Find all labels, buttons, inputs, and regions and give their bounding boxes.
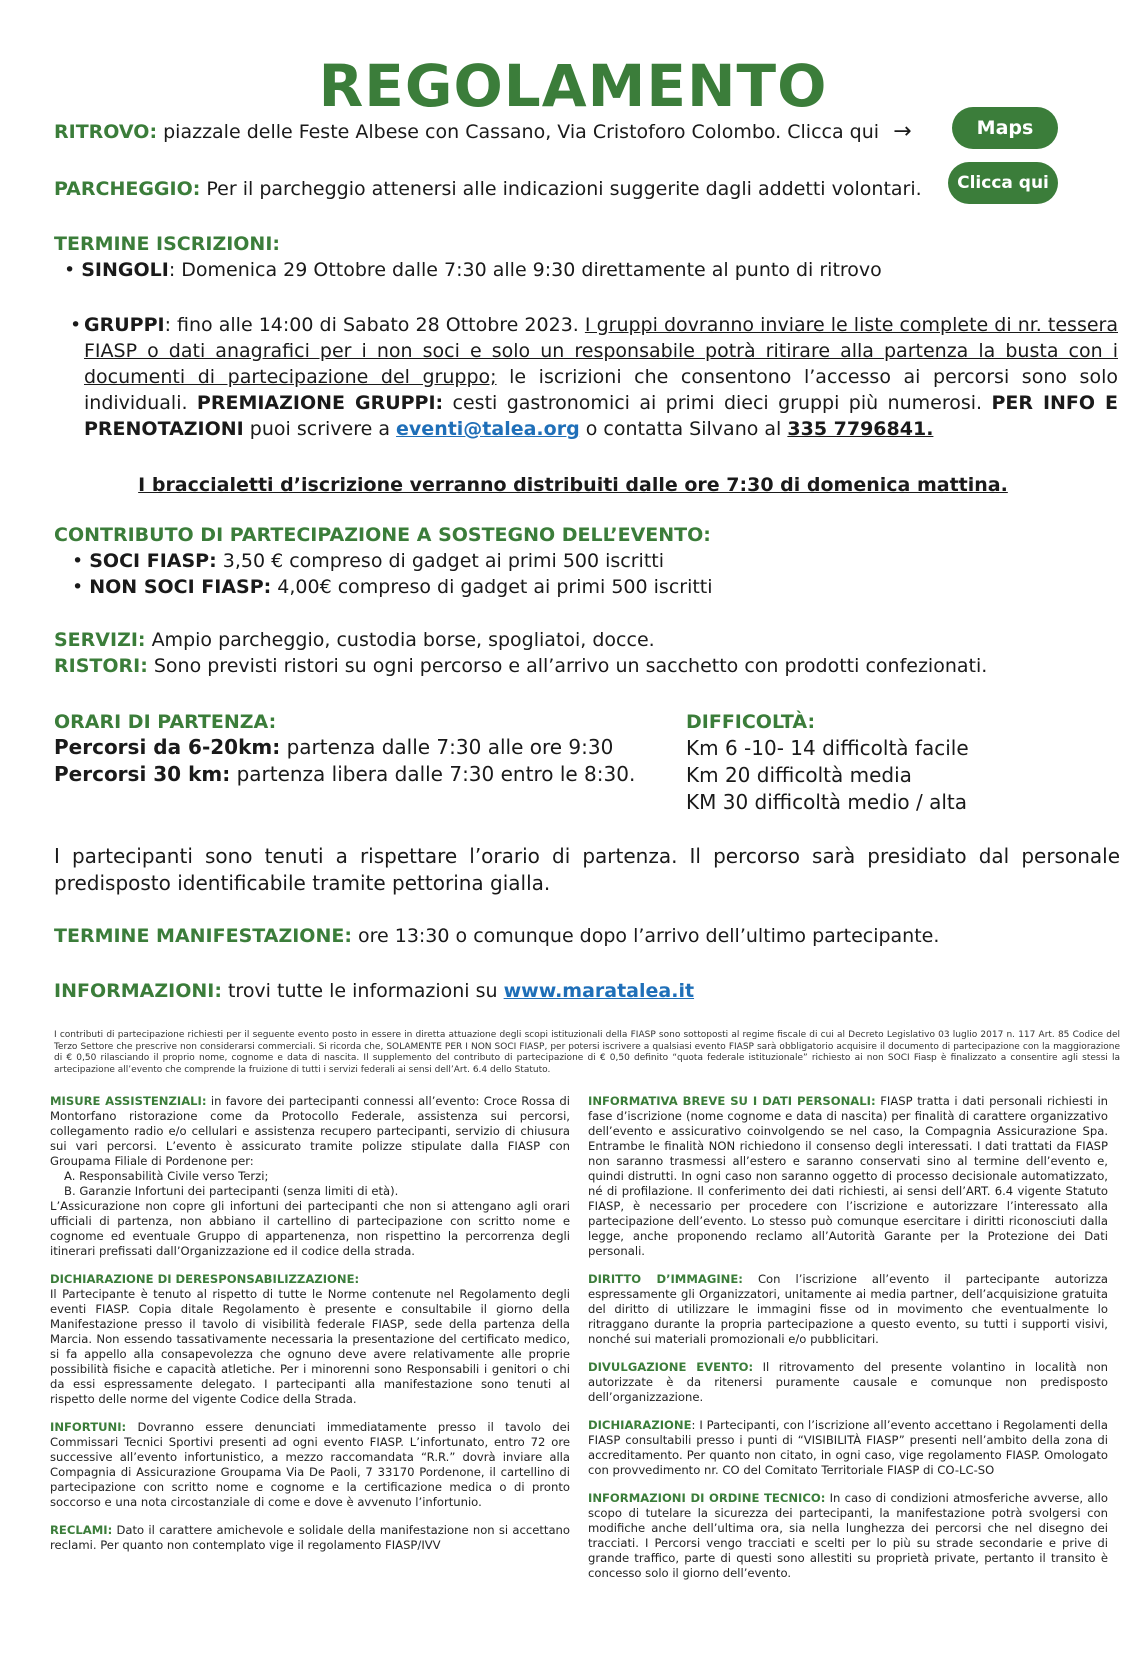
- informazioni-row: [54, 978, 694, 1004]
- difficolta-line: Km 6 -10- 14 difficoltà facile: [686, 736, 969, 760]
- contributo-heading: CONTRIBUTO DI PARTECIPAZIONE A SOSTEGNO DELL’EVENTO:: [54, 524, 711, 546]
- infortuni-text: Dovranno essere denunciati immediatamente presso il tavolo dei Commissari Tecnici Sportivi presenti ad ogni evento FIASP. L’infortunato, entro 72 ore successive all’evento infortunistico, a mezzo raccomandata “R.R.” dovrà inviare alla Compagnia di Assicurazione Groupama Via De Paoli, 7 33170 Pordenone, il cartellino di partecipazione con scritto nome e cognome e la certificazione medica o di pronto soccorso e una nota circostanziale di come e dove è avvenuto l’infortunio.: [50, 1420, 570, 1509]
- parcheggio-text: Per il parcheggio attenersi alle indicazioni suggerite dagli addetti volontari.: [206, 178, 922, 200]
- arrow-right-icon: →: [893, 119, 912, 144]
- email-link[interactable]: eventi@talea.org: [396, 418, 580, 440]
- left-column: [50, 1094, 570, 1566]
- orari-line-1-text: partenza dalle 7:30 alle ore 9:30: [286, 735, 614, 759]
- gruppi-underlined-text: I gruppi dovranno inviare le liste complete di nr. tessera FIASP o dati anagrafici per i non soci e solo un responsabile potrà ritirare alla partenza la busta con i documenti di partecipazione del gruppo;: [84, 314, 1118, 388]
- tecnico-heading: INFORMAZIONI DI ORDINE TECNICO:: [588, 1491, 826, 1505]
- dichiarazione-section: [50, 1272, 570, 1407]
- immagine-heading: DIRITTO D’IMMAGINE:: [588, 1272, 743, 1286]
- servizi-text: Ampio parcheggio, custodia borse, spogliatoi, docce.: [151, 629, 655, 651]
- servizi-label: SERVIZI:: [54, 629, 146, 651]
- reclami-section: [50, 1523, 570, 1553]
- orari-line-1: [54, 734, 613, 760]
- divulgazione-text: Il ritrovamento del presente volantino in località non autorizzate è da ritenersi puramente causale e comunque non predisposto dell’organizzazione.: [588, 1360, 1109, 1404]
- orari-line-2-label: Percorsi 30 km:: [54, 762, 231, 786]
- info-text-2: o contatta Silvano al: [585, 418, 782, 440]
- parcheggio-label: PARCHEGGIO:: [54, 178, 201, 200]
- fiscal-fine-print: I contributi di partecipazione richiesti per il seguente evento posto in essere in diretta attuazione degli scopi istituzionali della FIASP sono sottoposti al regime fiscale di cui al Decreto Legislativo 03 luglio 2017 n. 117 Art. 85 Codice del Terzo Settore che prescrive non considerarsi commerciali. Si ricorda che, SOLAMENTE PER I NON SOCI FIASP, per potersi iscrivere a qualsiasi evento FIASP sarà obbligatorio acquisire il documento di partecipazione con la maggiorazione di € 0,50 rilasciando il proprio nome, cognome e data di nascita. Il supplemento del contributo di partecipazione di € 0,50 definito “quota federale istituzionale” richiesto ai non SOCI Fiasp è finalizzato a consentire agli stessi la artecipazione all’evento che comprende la fruizione di tutti i servizi federali ai sensi dell’Art. 6.4 dello Statuto.: [54, 1030, 1120, 1075]
- servizi-row: [54, 627, 655, 653]
- parcheggio-row: [54, 176, 922, 202]
- soci-item: • SOCI FIASP: 3,50 € compreso di gadget ai primi 500 iscritti: [72, 550, 665, 572]
- dichiarazione-regolamento-heading: DICHIARAZIONE: [588, 1418, 692, 1432]
- ristori-row: [54, 653, 987, 679]
- dichiarazione-regolamento-text: : I Partecipanti, con l’iscrizione all’evento accettano i Regolamenti della FIASP consultabili presso i punti di “VISIBILITÀ FIASP” presenti nell’ambito della zona di accreditamento. Per quanto non citato, in ogni caso, vige regolamento FIASP. Omologato con provvedimento nr. CO del Comitato Territoriale FIASP di CO-LC-SO: [588, 1418, 1108, 1477]
- maps-button[interactable]: Maps: [952, 107, 1058, 149]
- misure-item-a: A. Responsabilità Civile verso Terzi;: [64, 1169, 269, 1183]
- immagine-section: [588, 1272, 1108, 1347]
- difficolta-heading: DIFFICOLTÀ:: [686, 711, 816, 733]
- right-column: [588, 1094, 1108, 1594]
- ritrovo-label: RITROVO:: [54, 121, 158, 143]
- soci-label: SOCI FIASP:: [89, 550, 217, 572]
- privacy-heading: INFORMATIVA BREVE SU I DATI PERSONALI:: [588, 1094, 876, 1108]
- dichiarazione-heading: DICHIARAZIONE DI DERESPONSABILIZZAZIONE:: [50, 1272, 360, 1286]
- misure-text: in favore dei partecipanti connessi all’evento: Croce Rossa di Montorfano ristorazione come da Protocollo Federale, assistenza sui percorsi, collegamento radio e/o cellulari e assistenza recupero partecipanti, servizio di chiusura sui vari percorsi. L’evento è assicurato tramite polizze stipulate dalla FIASP con Groupama Filiale di Pordenone per:: [50, 1094, 570, 1168]
- gruppi-text: : fino alle 14:00 di Sabato 28 Ottobre 2023.: [164, 314, 579, 336]
- difficolta-line: Km 20 difficoltà media: [686, 763, 912, 787]
- reclami-heading: RECLAMI:: [50, 1523, 113, 1537]
- singoli-text: : Domenica 29 Ottobre dalle 7:30 alle 9:30 direttamente al punto di ritrovo: [168, 259, 882, 281]
- ristori-label: RISTORI:: [54, 655, 148, 677]
- informazioni-text: trovi tutte le informazioni su: [227, 980, 498, 1002]
- info-label: PER INFO E PRENOTAZIONI: [84, 392, 1118, 440]
- orari-line-2: [54, 761, 635, 787]
- ritrovo-row: [54, 119, 912, 145]
- braccialetti-note: I braccialetti d’iscrizione verranno distribuiti dalle ore 7:30 di domenica mattina.: [138, 474, 1008, 496]
- infortuni-section: [50, 1420, 570, 1510]
- partecipanti-paragraph: I partecipanti sono tenuti a rispettare l’orario di partenza. Il percorso sarà presidiato dal personale predisposto identificabile tramite pettorina gialla.: [54, 844, 1120, 895]
- orari-line-1-label: Percorsi da 6-20km:: [54, 735, 281, 759]
- dichiarazione-text: Il Partecipante è tenuto al rispetto di tutte le Norme contenute nel Regolamento degli eventi FIASP. Copia ditale Regolamento è presente e consultabile il giorno della Manifestazione presso il tavolo di visibilità federale FIASP, sede della partenza della Marcia. Non essendo tassativamente necessaria la presentazione del certificato medico, si fa appello alla consapevolezza che ognuno deve avere relativamente alle proprie possibilità fisiche e capacità atletiche. Per i minorenni sono Responsabili i genitori o chi da essi espressamente delegato. I partecipanti alla manifestazione sono tenuti al rispetto delle norme del vigente Codice della Strada.: [50, 1287, 570, 1406]
- premiazione-text: cesti gastronomici ai primi dieci gruppi più numerosi.: [452, 392, 983, 414]
- ristori-text: Sono previsti ristori su ogni percorso e all’arrivo un sacchetto con prodotti confezionati.: [153, 655, 988, 677]
- info-text-1: puoi scrivere a: [249, 418, 390, 440]
- gruppi-bullet: •: [70, 314, 82, 336]
- nonsoci-item: • NON SOCI FIASP: 4,00€ compreso di gadget ai primi 500 iscritti: [72, 576, 713, 598]
- parcheggio-clicca-qui-button[interactable]: Clicca qui: [948, 162, 1058, 204]
- orari-heading: ORARI DI PARTENZA:: [54, 711, 277, 733]
- divulgazione-section: [588, 1360, 1108, 1405]
- infortuni-heading: INFORTUNI:: [50, 1420, 127, 1434]
- termine-manifestazione-label: TERMINE MANIFESTAZIONE:: [54, 925, 352, 947]
- nonsoci-text: 4,00€ compreso di gadget ai primi 500 iscritti: [277, 576, 713, 598]
- misure-text-2: L’Assicurazione non copre gli infortuni dei partecipanti che non si attengano agli orari ufficiali di partenza, non abbiano il cartellino di partecipazione con scritto nome e cognome ed eventuale Gruppo di appartenenza, non rispettino la percorrenza degli itinerari prefissati dall’Organizzazione ed il codice della strada.: [50, 1199, 570, 1258]
- immagine-text: Con l’iscrizione all’evento il partecipante autorizza espressamente gli Organizzatori, unitamente ai media partner, dell’acquisizione gratuita del diritto di utilizzare le immagini fisse od in movimento che eventualmente lo ritraggano durante la propria partecipazione a questo evento, su tutti i supporti visivi, nonché sui materiali promozionali e/o pubblicitari.: [588, 1272, 1109, 1346]
- termine-manifestazione-row: [54, 923, 939, 949]
- singoli-item: • SINGOLI: Domenica 29 Ottobre dalle 7:30 alle 9:30 direttamente al punto di ritrovo: [64, 259, 882, 281]
- tecnico-section: [588, 1491, 1108, 1581]
- dichiarazione-regolamento-section: [588, 1418, 1108, 1478]
- ritrovo-text: piazzale delle Feste Albese con Cassano, Via Cristoforo Colombo. Clicca qui: [163, 121, 880, 143]
- difficolta-line: KM 30 difficoltà medio / alta: [686, 790, 968, 814]
- privacy-text: FIASP tratta i dati personali richiesti in fase d’iscrizione (nome cognome e data di nascita) per finalità di carattere organizzativo dell’evento e assicurativo coinvolgendo se nel caso, la Compagnia Assicurazione Spa. Entrambe le finalità NON richiedono il consenso degli interessati. I dati trattati da FIASP non saranno trasmessi all’estero e saranno conservati sino al termine dell’evento e, quindi distrutti. In ogni caso non saranno oggetto di processo decisionale automatizzato, né di profilazione. Il conferimento dei dati richiesti, ai sensi dell’ART. 6.4 vigente Statuto FIASP, è necessario per procedere con l’iscrizione e autorizzare l’interessato alla partecipazione dell’evento. Lo stesso può comunque esercitare i diritti riconosciuti dalla legge, anche proponendo reclamo all’Autorità Garante per la Protezione dei Dati personali.: [588, 1094, 1109, 1258]
- singoli-label: SINGOLI: [81, 259, 169, 281]
- premiazione-label: PREMIAZIONE GRUPPI:: [196, 392, 444, 414]
- privacy-section: [588, 1094, 1108, 1259]
- reclami-text: Dato il carattere amichevole e solidale della manifestazione non si accettano reclami. Per quanto non contemplato vige il regolamento FIASP/IVV: [50, 1523, 570, 1552]
- orari-line-2-text: partenza libera dalle 7:30 entro le 8:30.: [236, 762, 636, 786]
- divulgazione-heading: DIVULGAZIONE EVENTO:: [588, 1360, 754, 1374]
- termine-iscrizioni-heading: TERMINE ISCRIZIONI:: [54, 233, 281, 255]
- website-link[interactable]: www.maratalea.it: [503, 980, 695, 1002]
- gruppi-label: GRUPPI: [84, 314, 165, 336]
- gruppi-text-2: le iscrizioni che consentono l’accesso ai percorsi sono solo individuali.: [84, 366, 1118, 414]
- informazioni-label: INFORMAZIONI:: [54, 980, 222, 1002]
- misure-heading: MISURE ASSISTENZIALI:: [50, 1094, 207, 1108]
- tecnico-text: In caso di condizioni atmosferiche avverse, allo scopo di tutelare la sicurezza dei partecipanti, la manifestazione potrà svolgersi con modifiche anche dell’ultima ora, sia nella lunghezza dei percorsi che nel disegno dei tracciati. I Percorsi vengo tracciati e scelti per lo più su strade secondarie e prive di grande traffico, parte di questi sono allestiti su proprietà private, pertanto il transito è concesso solo il giorno dell’evento.: [588, 1491, 1108, 1580]
- phone-link[interactable]: 335 7796841.: [787, 418, 934, 440]
- gruppi-paragraph: [84, 312, 1118, 442]
- misure-item-b: B. Garanzie Infortuni dei partecipanti (senza limiti di età).: [64, 1184, 399, 1198]
- misure-section: [50, 1094, 570, 1259]
- nonsoci-label: NON SOCI FIASP:: [89, 576, 272, 598]
- soci-text: 3,50 € compreso di gadget ai primi 500 iscritti: [222, 550, 665, 572]
- page-title: REGOLAMENTO: [318, 52, 828, 120]
- termine-manifestazione-text: ore 13:30 o comunque dopo l’arrivo dell’ultimo partecipante.: [357, 925, 940, 947]
